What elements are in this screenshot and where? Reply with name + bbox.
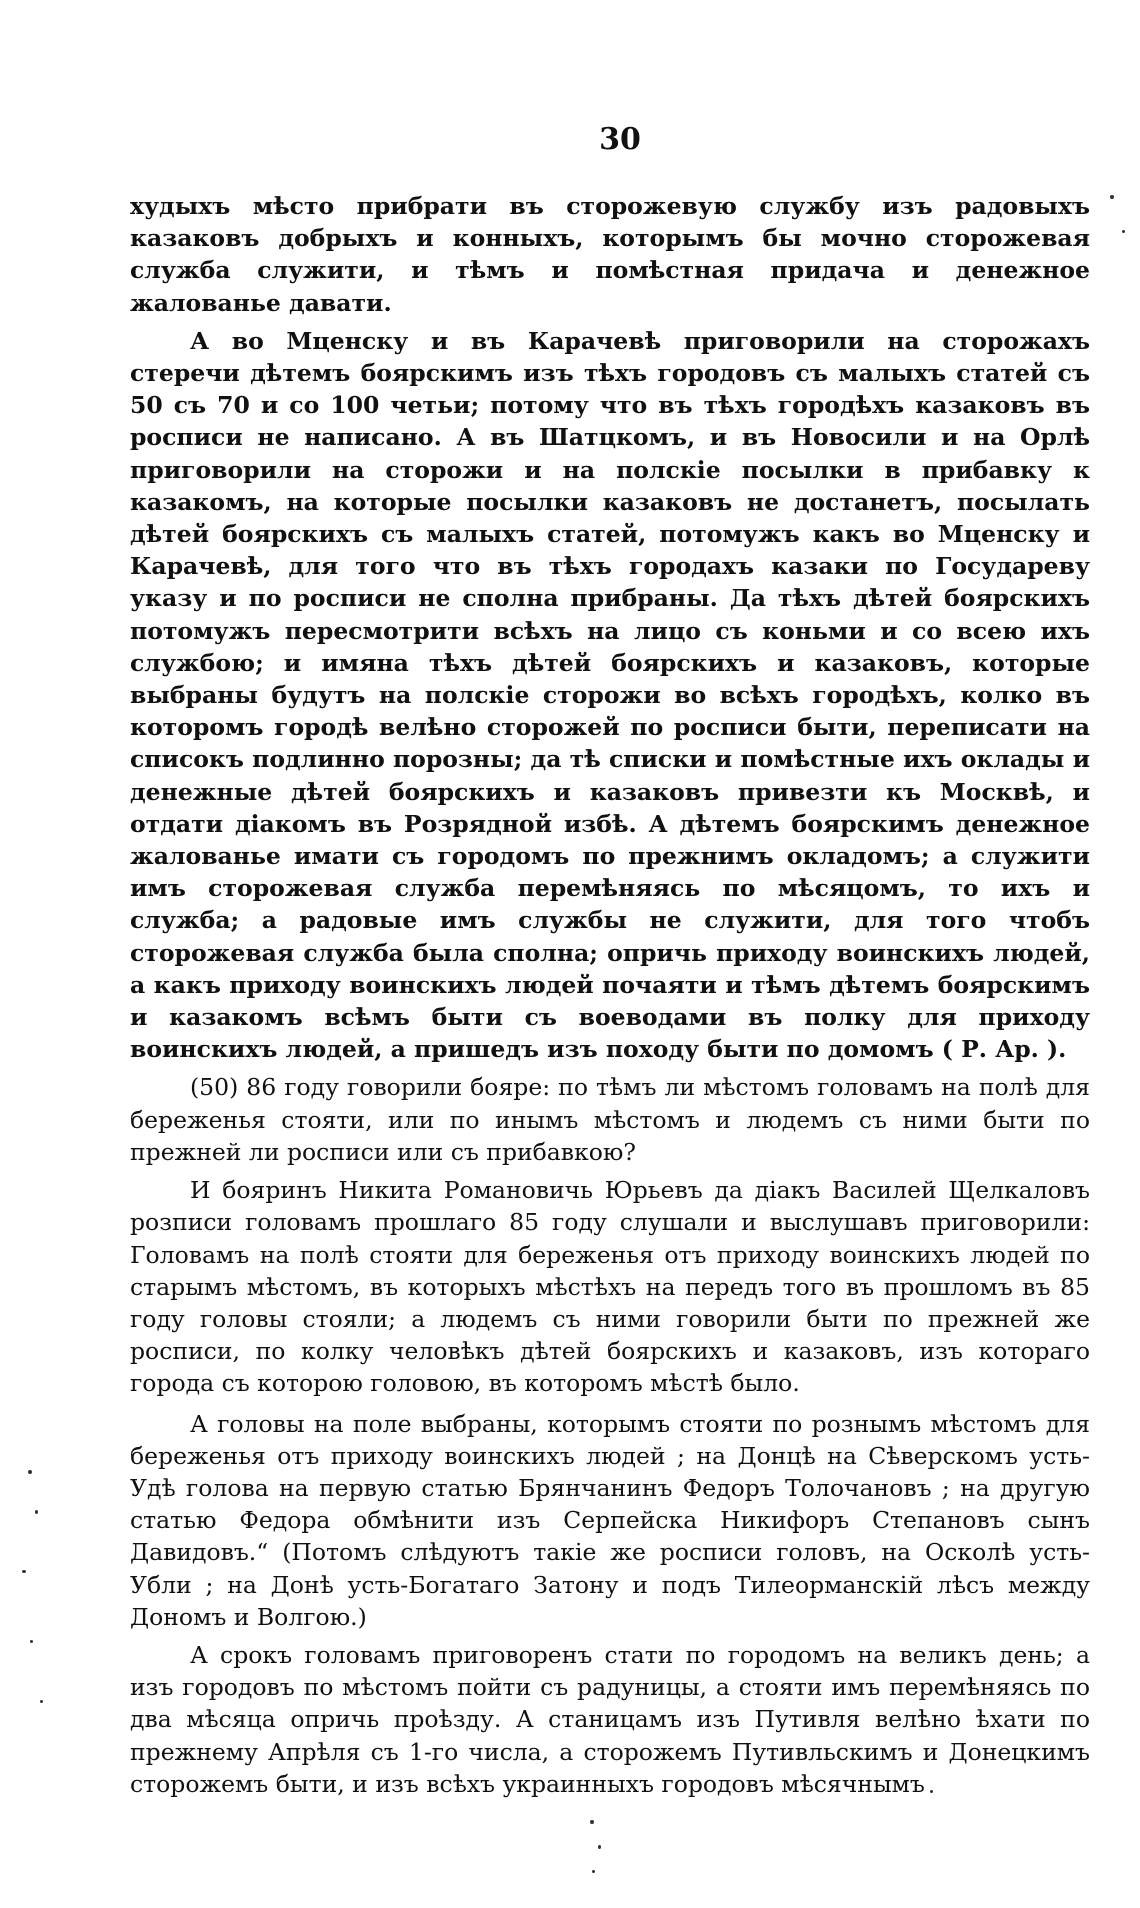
paragraph-3: (50) 86 году говорили бояре: по тѣмъ ли мѣстомъ головамъ на полѣ для береженья стояти, или по инымъ мѣстомъ и людемъ съ ними быти по прежней ли росписи или съ прибавкою? <box>130 1073 1090 1166</box>
paragraph-6: А срокъ головамъ приговоренъ стати по городомъ на великъ день; а изъ городовъ по мѣстомъ пойти съ радуницы, а стояти имъ перемѣняясь по два мѣсяца опричь проѣзду. А станицамъ изъ Путивля велѣно ѣхати по прежнему Апрѣля съ 1-го числа, а сторожемъ Путивльскимъ и Донецкимъ сторожемъ быти, и изъ всѣхъ украинныхъ городовъ мѣсячнымъ <box>130 1640 1090 1798</box>
scan-speck <box>30 1640 33 1643</box>
body-text <box>130 190 1090 1806</box>
scan-speck <box>1122 230 1125 233</box>
paragraph-5: А головы на поле выбраны, которымъ стояти по рознымъ мѣстомъ для береженья отъ приходу воинскихъ людей ; на Донцѣ на Сѣверскомъ усть-Удѣ голова на первую статью Брянчанинъ Федоръ Толочановъ ; на другую статью Федора обмѣнити изъ Серпейска Никифоръ Степановъ сынъ Давидовъ.“ (Потомъ слѣдуютъ такіе же росписи головъ, на Осколѣ усть-Убли ; на Донѣ усть-Богатаго Затону и подъ Тилеорманскій лѣсъ между Дономъ и Волгою.) <box>130 1409 1090 1631</box>
scan-speck <box>598 1845 601 1849</box>
page-number: 30 <box>599 122 641 157</box>
scan-speck <box>22 1570 26 1573</box>
scan-speck <box>1110 195 1114 199</box>
scan-speck <box>28 1470 32 1474</box>
scan-speck <box>590 1820 594 1824</box>
scan-speck <box>592 1870 595 1873</box>
paragraph-2: А во Мценску и въ Карачевѣ приговорили на сторожахъ стеречи дѣтемъ боярскимъ изъ тѣхъ городовъ съ малыхъ статей съ 50 съ 70 и со 100 четьи; потому что въ тѣхъ городѣхъ казаковъ въ росписи не написано. А въ Шатцкомъ, и въ Новосили и на Орлѣ приговорили на сторожи и на полскіе посылки в прибавку к казакомъ, на которые посылки казаковъ не достанетъ, посылать дѣтей боярскихъ съ малыхъ статей, потомужъ какъ во Мценску и Карачевѣ, для того что въ тѣхъ городахъ казаки по Государеву указу и по росписи не сполна прибраны. Да тѣхъ дѣтей боярскихъ потомужъ пересмотрити всѣхъ на лицо съ коньми и со всею ихъ службою; и имяна тѣхъ дѣтей боярскихъ и казаковъ, которые выбраны будутъ на полскіе сторожи во всѣхъ городѣхъ, колко въ которомъ городѣ велѣно сторожей по росписи быти, переписати на списокъ подлинно порозны; да тѣ списки и помѣстные ихъ оклады и денежные дѣтей боярскихъ и казаковъ привезти къ Москвѣ, и отдати діакомъ въ Розрядной избѣ. А дѣтемъ боярскимъ денежное жалованье имати съ городомъ по прежнимъ окладомъ; а служити имъ сторожевая служба перемѣняясь по мѣсяцомъ, то ихъ и служба; а радовые имъ службы не служити, для того чтобъ сторожевая служба была сполна; опричь приходу воинскихъ людей, а какъ приходу воинскихъ людей почаяти и тѣмъ дѣтемъ боярскимъ и казакомъ всѣмъ быти съ воеводами въ полку для приходу воинскихъ людей, а пришедъ изъ походу быти по домомъ ( Р. Ар. ). <box>130 326 1090 1064</box>
scan-speck <box>930 1790 933 1793</box>
paragraph-1: худыхъ мѣсто прибрати въ сторожевую службу изъ радовыхъ казаковъ добрыхъ и конныхъ, которымъ бы мочно сторожевая служба служити, и тѣмъ и помѣстная придача и денежное жалованье давати. <box>130 192 1090 317</box>
paragraph-4: И бояринъ Никита Романовичь Юрьевъ да діакъ Василей Щелкаловъ розписи головамъ прошлаго 85 году слушали и выслушавъ приговорили: Головамъ на полѣ стояти для береженья отъ приходу воинскихъ людей по старымъ мѣстомъ, въ которыхъ мѣстѣхъ на передъ того въ прошломъ въ 85 году головы стояли; а людемъ съ ними говорили быти по прежней же росписи, по колку человѣкъ дѣтей боярскихъ и казаковъ, изъ котораго города съ которою головою, въ которомъ мѣстѣ было. <box>130 1176 1090 1398</box>
scan-speck <box>40 1700 43 1703</box>
scan-speck <box>35 1510 38 1514</box>
